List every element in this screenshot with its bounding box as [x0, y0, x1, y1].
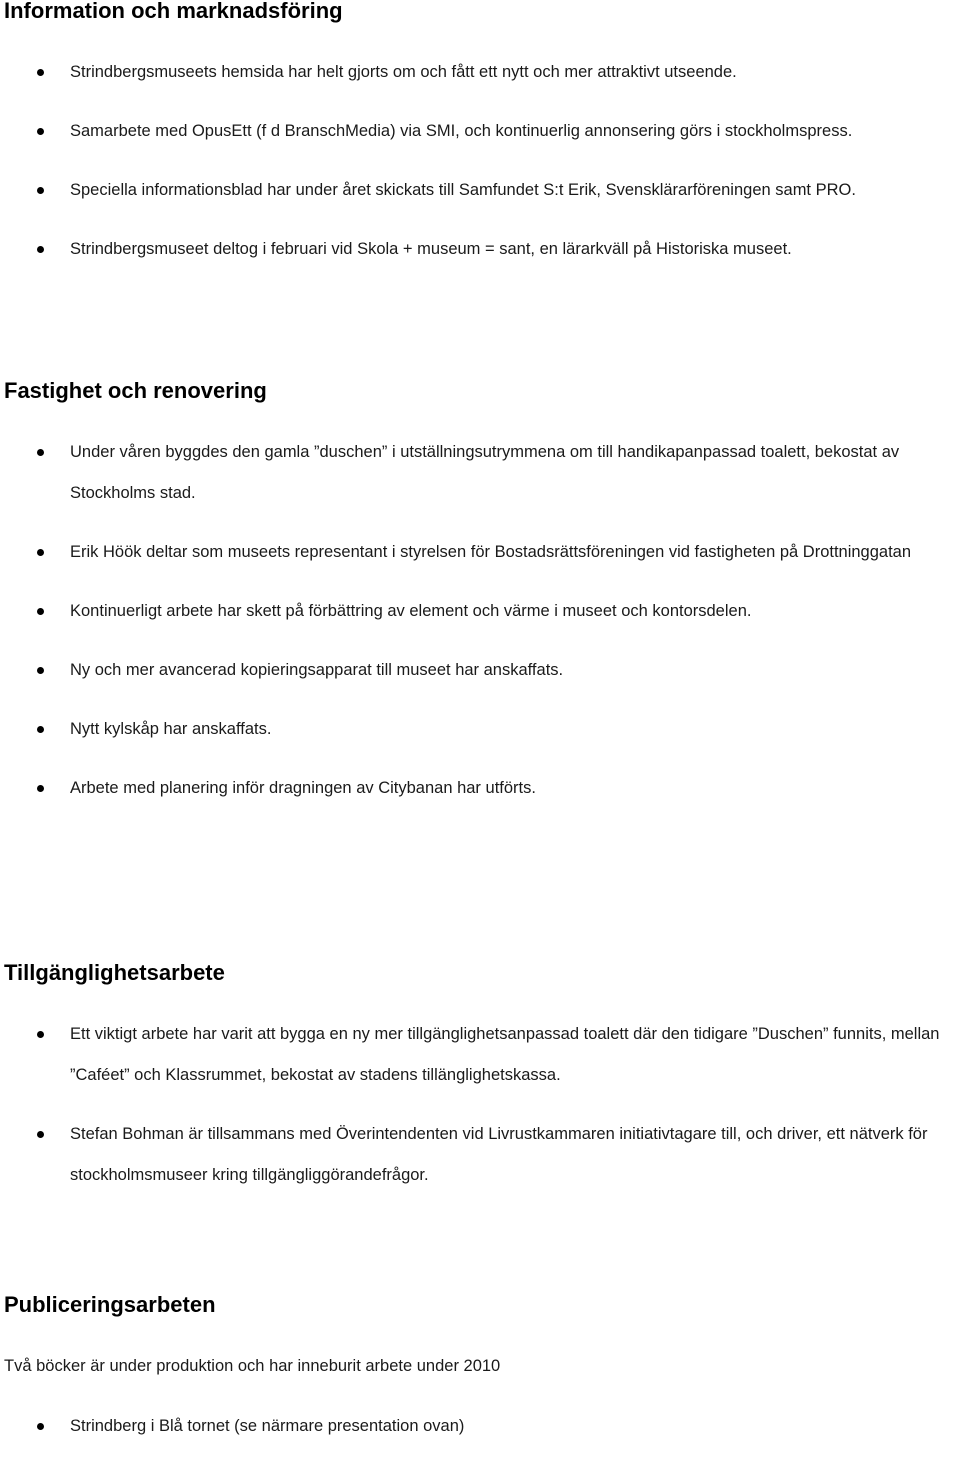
- list-item: [0, 532, 955, 573]
- list-item: [0, 650, 955, 691]
- section-heading-information: Information och marknadsföring: [4, 0, 343, 23]
- bullet-list-information: [0, 52, 960, 288]
- list-item: [0, 1014, 955, 1096]
- bullet-icon: [37, 1423, 44, 1430]
- list-item-text: Stefan Bohman är tillsammans med Överintendenten vid Livrustkammaren initiativtagare till, och driver, ett nätverk för stockholmsmuseer kring tillgängliggörandefrågor.: [70, 1125, 928, 1184]
- list-item: [0, 1114, 955, 1196]
- section-heading-fastighet: Fastighet och renovering: [4, 378, 267, 403]
- bullet-icon: [37, 187, 44, 194]
- list-item-text: Samarbete med OpusEtt (f d BranschMedia) via SMI, och kontinuerlig annonsering görs i stockholmspress.: [70, 122, 853, 140]
- bullet-list-tillganglighet: [0, 1014, 960, 1214]
- list-item: [0, 709, 955, 750]
- list-item: [0, 591, 955, 632]
- list-item-text: Under våren byggdes den gamla ”duschen” i utställningsutrymmena om till handikapanpassad toalett, bekostat av Stockholms stad.: [70, 443, 900, 502]
- list-item-text: Erik Höök deltar som museets representant i styrelsen för Bostadsrättsföreningen vid fastigheten på Drottninggatan: [70, 543, 912, 561]
- list-item: [0, 768, 955, 809]
- bullet-icon: [37, 608, 44, 615]
- list-item-text: Arbete med planering inför dragningen av Citybanan har utförts.: [70, 779, 536, 797]
- list-item: [0, 52, 955, 93]
- publicering-intro-text: Två böcker är under produktion och har inneburit arbete under 2010: [4, 1357, 501, 1375]
- list-item: [0, 1406, 955, 1447]
- bullet-icon: [37, 667, 44, 674]
- list-item: [0, 170, 955, 211]
- bullet-icon: [37, 1131, 44, 1138]
- list-item-text: Ett viktigt arbete har varit att bygga en ny mer tillgänglighetsanpassad toalett där den tidigare ”Duschen” funnits, mellan ”Caféet” och Klassrummet, bekostat av stadens tillänglighetskassa.: [70, 1025, 940, 1084]
- bullet-icon: [37, 128, 44, 135]
- bullet-icon: [37, 1031, 44, 1038]
- bullet-list-fastighet: [0, 432, 960, 827]
- list-item-text: Kontinuerligt arbete har skett på förbättring av element och värme i museet och kontorsdelen.: [70, 602, 752, 620]
- bullet-icon: [37, 726, 44, 733]
- list-item: [0, 111, 955, 152]
- list-item-text: Strindbergsmuseet deltog i februari vid Skola + museum = sant, en lärarkväll på Historiska museet.: [70, 240, 792, 258]
- list-item-text: Speciella informationsblad har under året skickats till Samfundet S:t Erik, Svensklärarföreningen samt PRO.: [70, 181, 856, 199]
- bullet-icon: [37, 246, 44, 253]
- list-item-text: Ny och mer avancerad kopieringsapparat till museet har anskaffats.: [70, 661, 564, 679]
- bullet-icon: [37, 549, 44, 556]
- list-item: [0, 229, 955, 270]
- section-heading-tillganglighet: Tillgänglighetsarbete: [4, 960, 225, 985]
- section-heading-publicering: Publiceringsarbeten: [4, 1292, 216, 1317]
- list-item-text: Nytt kylskåp har anskaffats.: [70, 720, 272, 738]
- bullet-list-publicering: [0, 1406, 960, 1465]
- list-item: [0, 432, 955, 514]
- bullet-icon: [37, 449, 44, 456]
- list-item-text: Strindberg i Blå tornet (se närmare presentation ovan): [70, 1417, 465, 1435]
- bullet-icon: [37, 785, 44, 792]
- bullet-icon: [37, 69, 44, 76]
- list-item-text: Strindbergsmuseets hemsida har helt gjorts om och fått ett nytt och mer attraktivt utseende.: [70, 63, 737, 81]
